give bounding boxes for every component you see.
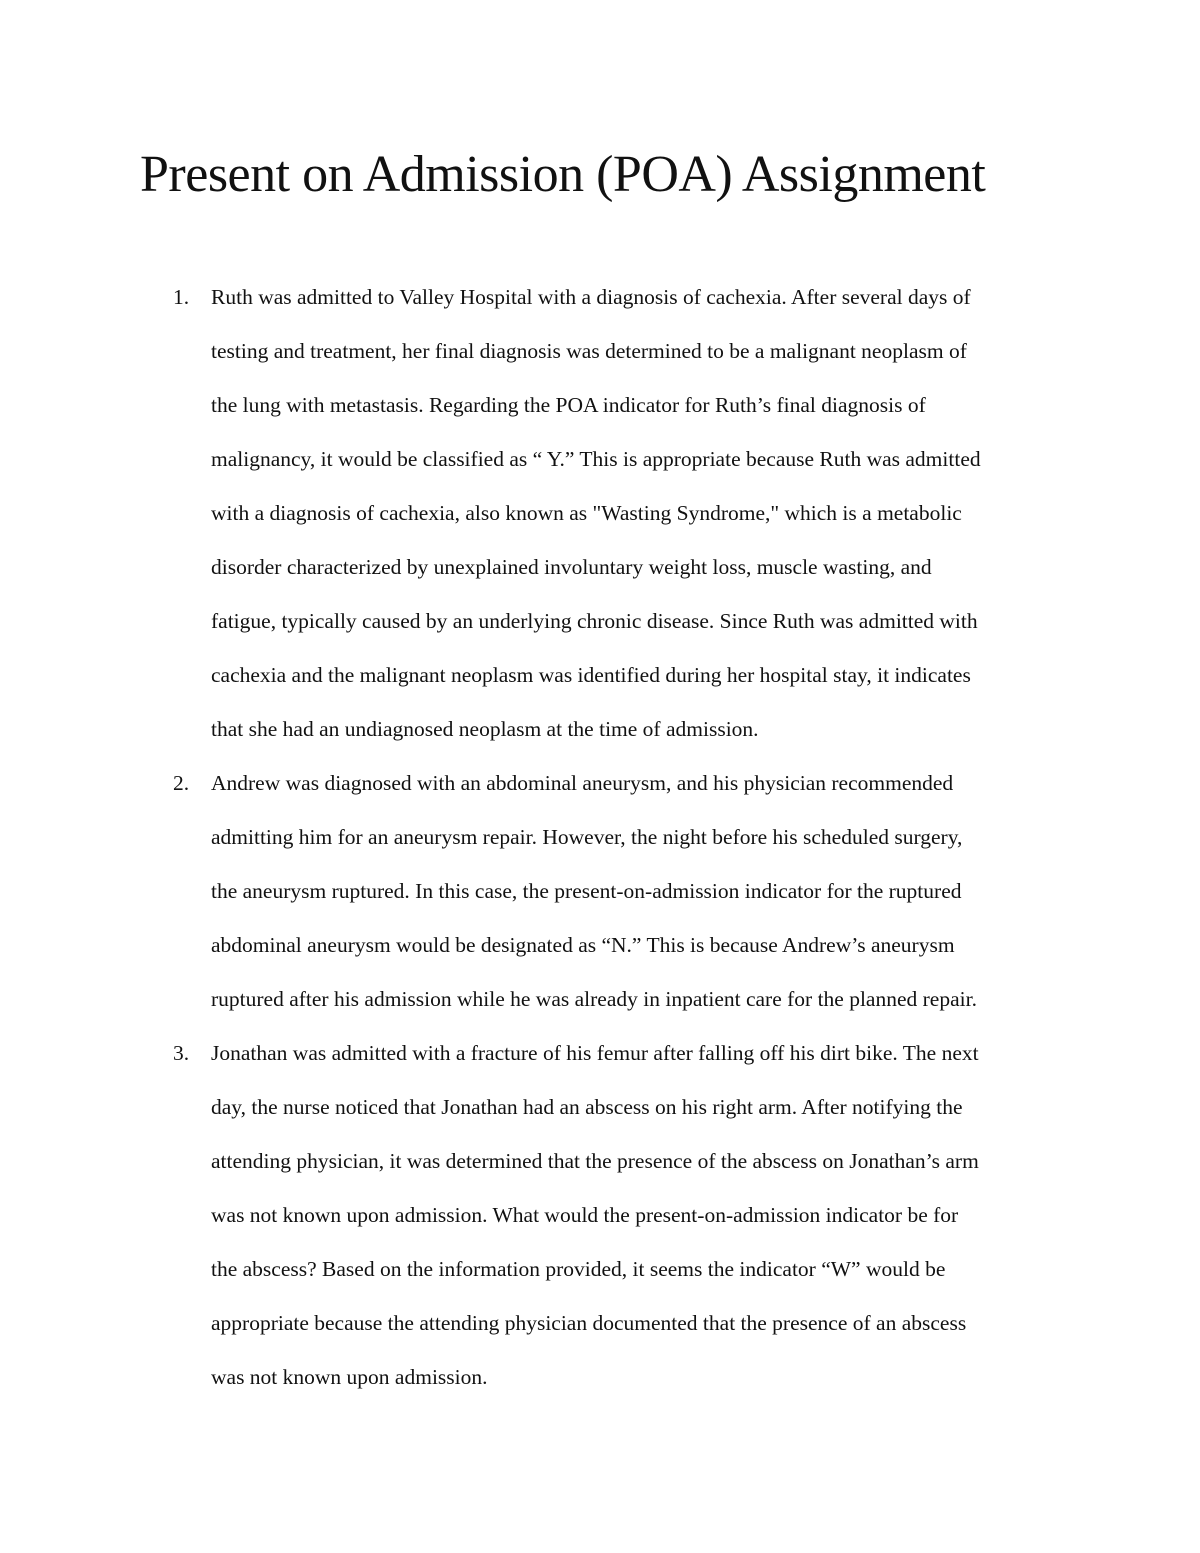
question-list	[173, 270, 1061, 1404]
question-text-line: that she had an undiagnosed neoplasm at the time of admission.	[211, 717, 759, 741]
question-text-line: day, the nurse noticed that Jonathan had an abscess on his right arm. After notifying the	[211, 1095, 963, 1119]
question-text-line: Jonathan was admitted with a fracture of his femur after falling off his dirt bike. The next	[211, 1041, 979, 1065]
question-text-line: cachexia and the malignant neoplasm was identified during her hospital stay, it indicates	[211, 663, 971, 687]
question-text-line: disorder characterized by unexplained involuntary weight loss, muscle wasting, and	[211, 555, 932, 579]
question-item	[173, 756, 1061, 1026]
question-text-line: Ruth was admitted to Valley Hospital with a diagnosis of cachexia. After several days of	[211, 285, 971, 309]
question-text-line: admitting him for an aneurysm repair. However, the night before his scheduled surgery,	[211, 825, 963, 849]
question-text-line: was not known upon admission.	[211, 1365, 488, 1389]
document-title: Present on Admission (POA) Assignment	[140, 146, 986, 203]
question-text-line: the lung with metastasis. Regarding the POA indicator for Ruth’s final diagnosis of	[211, 393, 926, 417]
question-text-line: appropriate because the attending physician documented that the presence of an abscess	[211, 1311, 967, 1335]
question-text-line: ruptured after his admission while he was already in inpatient care for the planned repair.	[211, 987, 977, 1011]
question-text-line: fatigue, typically caused by an underlying chronic disease. Since Ruth was admitted with	[211, 609, 978, 633]
question-text-line: the abscess? Based on the information provided, it seems the indicator “W” would be	[211, 1257, 946, 1281]
question-item	[173, 270, 1061, 756]
question-text-line: with a diagnosis of cachexia, also known as "Wasting Syndrome," which is a metabolic	[211, 501, 962, 525]
question-text-line: Andrew was diagnosed with an abdominal aneurysm, and his physician recommended	[211, 771, 954, 795]
question-number: 1.	[173, 285, 190, 309]
question-text-line: attending physician, it was determined that the presence of the abscess on Jonathan’s arm	[211, 1149, 979, 1173]
question-text-line: malignancy, it would be classified as “ Y.” This is appropriate because Ruth was admitted	[211, 447, 981, 471]
question-number: 2.	[173, 771, 190, 795]
question-text-line: testing and treatment, her final diagnosis was determined to be a malignant neoplasm of	[211, 339, 967, 363]
question-item	[173, 1026, 1061, 1404]
question-text-line: abdominal aneurysm would be designated as “N.” This is because Andrew’s aneurysm	[211, 933, 955, 957]
question-text-line: the aneurysm ruptured. In this case, the present-on-admission indicator for the ruptured	[211, 879, 962, 903]
question-text-line: was not known upon admission. What would the present-on-admission indicator be for	[211, 1203, 959, 1227]
question-number: 3.	[173, 1041, 190, 1065]
